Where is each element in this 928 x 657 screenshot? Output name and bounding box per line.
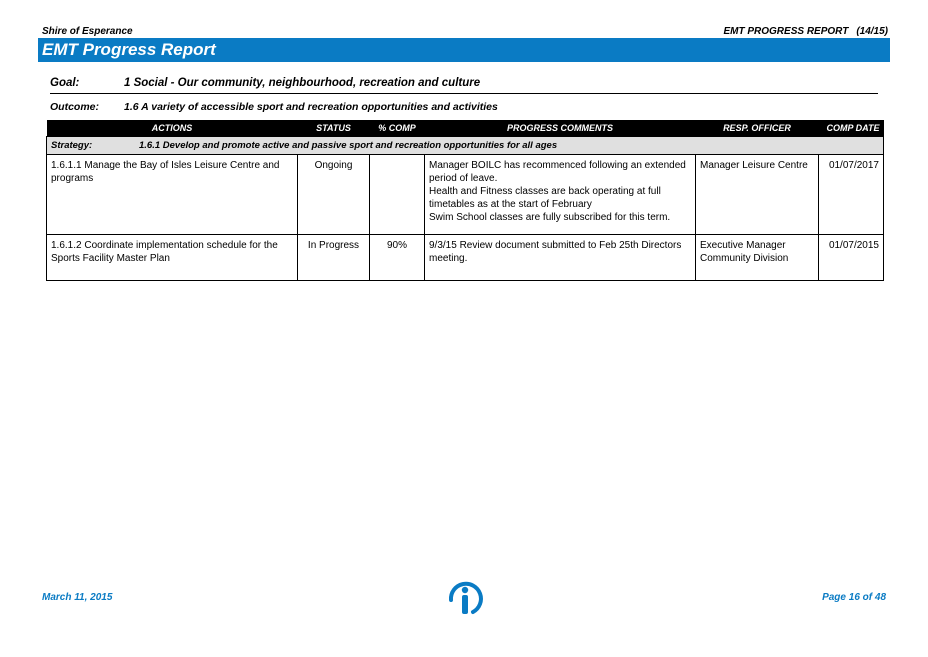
comp-cell: [370, 155, 425, 235]
col-officer: RESP. OFFICER: [696, 120, 819, 137]
strategy-text: 1.6.1 Develop and promote active and passive sport and recreation opportunities for all ages: [139, 140, 558, 151]
status-cell: Ongoing: [298, 155, 370, 235]
col-comments: PROGRESS COMMENTS: [425, 120, 696, 137]
comp-cell: 90%: [370, 235, 425, 281]
action-cell: 1.6.1.2 Coordinate implementation schedule for the Sports Facility Master Plan: [47, 235, 298, 281]
date-cell: 01/07/2015: [819, 235, 884, 281]
comments-cell: [425, 235, 696, 281]
comment-line: Manager BOILC has recommenced following an extended period of leave.: [429, 160, 686, 184]
comment-line: Health and Fitness classes are back operating at full timetables as at the start of February: [429, 186, 661, 210]
officer-cell: Executive Manager Community Division: [696, 235, 819, 281]
outcome-label: Outcome:: [50, 101, 100, 113]
table-header-row: [47, 120, 884, 137]
org-name: Shire of Esperance: [42, 26, 133, 37]
col-date: COMP DATE: [819, 120, 884, 137]
comments-cell: [425, 155, 696, 235]
status-cell: In Progress: [298, 235, 370, 281]
table-row: [47, 155, 884, 235]
date-cell: 01/07/2017: [819, 155, 884, 235]
table-row: [47, 235, 884, 281]
strategy-row: [47, 137, 884, 155]
actions-table: [46, 120, 884, 281]
report-banner: EMT Progress Report: [38, 38, 890, 62]
outcome-text: 1.6 A variety of accessible sport and recreation opportunities and activities: [124, 101, 498, 113]
goal-line: [50, 77, 878, 94]
footer-page-number: Page 16 of 48: [822, 592, 886, 603]
col-actions: ACTIONS: [47, 120, 298, 137]
goal-text: 1 Social - Our community, neighbourhood, recreation and culture: [124, 77, 481, 89]
action-cell: 1.6.1.1 Manage the Bay of Isles Leisure Centre and programs: [47, 155, 298, 235]
footer-date: March 11, 2015: [42, 592, 113, 603]
report-title: EMT PROGRESS REPORT: [723, 26, 849, 37]
report-page-fraction: (14/15): [856, 26, 888, 37]
info-i-logo-icon: [443, 578, 487, 618]
strategy-cell: [47, 137, 884, 155]
goal-label: Goal:: [50, 77, 80, 89]
col-comp: % COMP: [370, 120, 425, 137]
strategy-label: Strategy:: [51, 140, 93, 151]
officer-cell: Manager Leisure Centre: [696, 155, 819, 235]
comment-line: 9/3/15 Review document submitted to Feb 25th Directors meeting.: [429, 240, 682, 264]
col-status: STATUS: [298, 120, 370, 137]
report-heading: [723, 26, 888, 37]
comment-line: Swim School classes are fully subscribed for this term.: [429, 212, 671, 223]
